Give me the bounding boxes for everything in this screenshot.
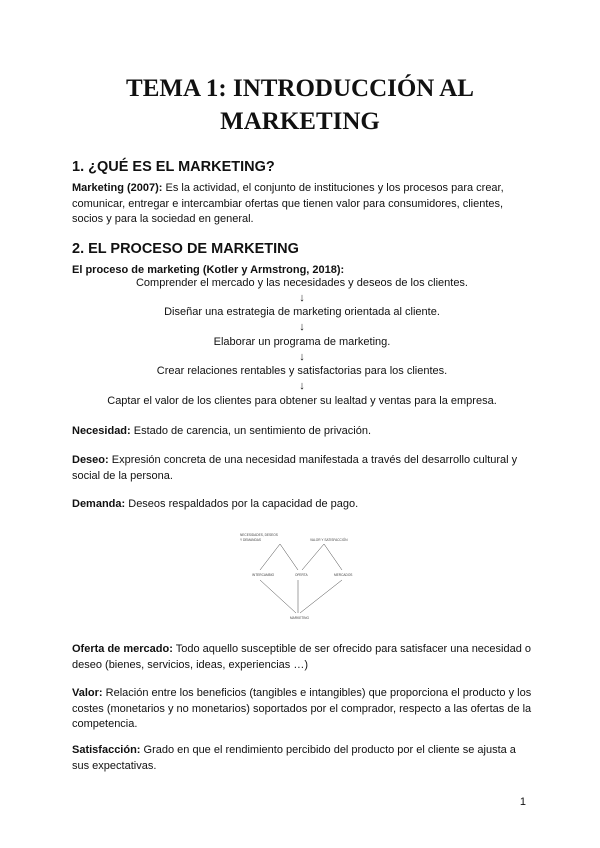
document-title (40, 72, 560, 138)
title-line-2: MARKETING (220, 108, 380, 135)
definition-term: Deseo: (72, 454, 109, 466)
satisfaccion-definition (72, 743, 532, 774)
definition-text: Todo aquello susceptible de ser ofrecido para satisfacer una necesidad o deseo (bienes, servicios, ideas, experiencias …) (72, 643, 532, 671)
down-arrow-icon: ↓ (299, 291, 305, 304)
diagram-label-exchange: INTERCAMBIO (252, 573, 275, 577)
demanda-definition (72, 497, 532, 513)
diagram-connectors (260, 544, 342, 613)
oferta-definition (72, 642, 532, 673)
diagram-label-marketing: MARKETING (290, 616, 309, 620)
marketing-definition (72, 181, 532, 228)
definition-term: Satisfacción: (72, 744, 141, 756)
definition-text: Expresión concreta de una necesidad manifestada a través del desarrollo cultural y social de la persona. (72, 454, 518, 482)
valor-definition (72, 686, 532, 733)
definition-text: Estado de carencia, un sentimiento de privación. (130, 425, 372, 437)
definition-term: Necesidad: (72, 425, 131, 437)
down-arrow-icon: ↓ (299, 350, 305, 363)
page-number: 1 (519, 796, 526, 808)
process-step: Captar el valor de los clientes para obtener su lealtad y ventas para la empresa. (107, 394, 497, 407)
definition-term: Oferta de mercado: (72, 643, 173, 655)
definition-term: Demanda: (72, 498, 126, 510)
section-1-heading: 1. ¿QUÉ ES EL MARKETING? (72, 159, 275, 175)
diagram-label-offer: OFERTA (295, 573, 308, 577)
diagram-label-needs-2: Y DEMANDAS (240, 538, 262, 542)
diagram-label-needs: NECESIDADES, DESEOS (240, 533, 278, 537)
definition-text: Relación entre los beneficios (tangibles e intangibles) que proporciona el producto y los costes (monetarios y no monetarios) soportados por el comprador, respecto a las ofertas de la competencia. (72, 687, 532, 730)
definition-text: Es la actividad, el conjunto de instituciones y los procesos para crear, comunicar, entregar e intercambiar ofertas que tienen valor para consumidores, clientes, socios y para la sociedad en general. (72, 182, 504, 225)
section-2-heading: 2. EL PROCESO DE MARKETING (72, 241, 299, 257)
down-arrow-icon: ↓ (299, 321, 305, 334)
process-step: Comprender el mercado y las necesidades y deseos de los clientes. (135, 277, 468, 289)
definition-text: Grado en que el rendimiento percibido del producto por el cliente se ajusta a sus expectativas. (72, 744, 516, 772)
marketing-concepts-diagram (238, 530, 370, 622)
diagram-label-value: VALOR Y SATISFACCIÓN (310, 538, 348, 542)
process-step: Crear relaciones rentables y satisfactorias para los clientes. (156, 365, 448, 378)
deseo-definition (72, 453, 532, 484)
process-subheading: El proceso de marketing (Kotler y Armstrong, 2018): (72, 264, 345, 276)
marketing-process-flow (72, 276, 532, 408)
process-step: Diseñar una estrategia de marketing orientada al cliente. (164, 306, 440, 319)
definition-text: Deseos respaldados por la capacidad de pago. (125, 498, 359, 510)
down-arrow-icon: ↓ (299, 379, 305, 392)
diagram-label-markets: MERCADOS (334, 573, 353, 577)
necesidad-definition (72, 424, 532, 440)
definition-term: Valor: (72, 687, 103, 699)
process-step: Elaborar un programa de marketing. (213, 335, 391, 348)
definition-term: Marketing (2007): (72, 182, 163, 194)
title-line-1: TEMA 1: INTRODUCCIÓN AL (126, 75, 474, 102)
